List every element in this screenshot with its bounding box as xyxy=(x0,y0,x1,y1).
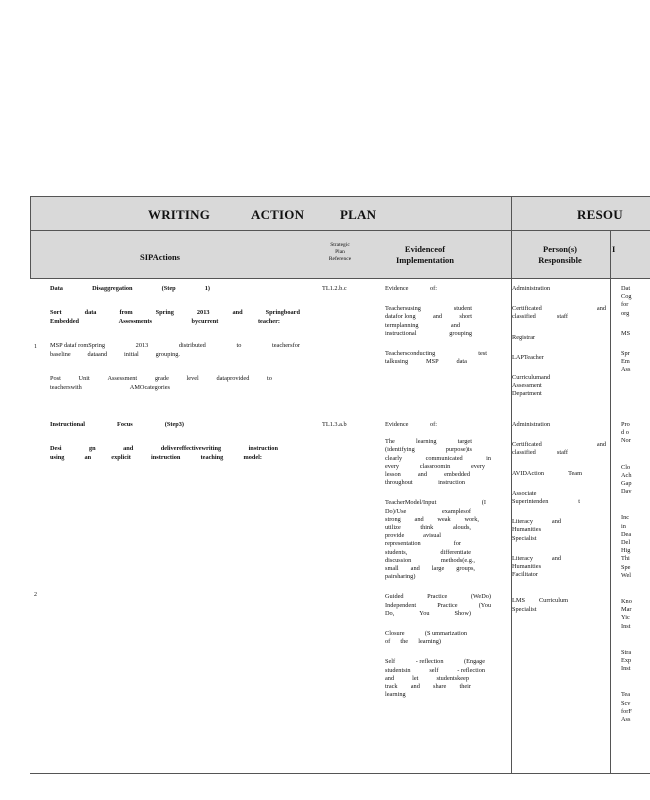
word: classroomin xyxy=(419,462,451,470)
resource-fragment: Del xyxy=(621,539,631,547)
header-strategic-line: Reference xyxy=(328,256,352,262)
row1-line xyxy=(50,342,300,350)
word: Department xyxy=(512,390,542,398)
word: TeacherModel/Input xyxy=(385,499,437,507)
word: Practice xyxy=(427,593,448,601)
person-line xyxy=(512,526,552,534)
row1-resources-column xyxy=(621,285,649,375)
word: clearly xyxy=(385,454,403,462)
word: and xyxy=(414,515,424,523)
row2-resources-column xyxy=(621,421,649,724)
word: of xyxy=(385,638,391,646)
person-line xyxy=(512,571,552,579)
word: classified xyxy=(512,449,536,457)
word: to xyxy=(236,342,242,349)
row1-line xyxy=(50,351,180,359)
header-evidence-line: Evidenceof xyxy=(404,244,446,254)
word: 2013 xyxy=(135,342,149,349)
word: studentsin xyxy=(385,666,411,674)
resource-fragment: Inc xyxy=(621,514,630,522)
row-number: 1 xyxy=(34,344,37,350)
resource-fragment: Dea xyxy=(621,530,632,538)
word: classified xyxy=(512,313,536,321)
word: Spring xyxy=(155,309,174,316)
row1-line xyxy=(50,309,300,317)
evidence-line xyxy=(385,691,409,699)
title-action: ACTION xyxy=(251,207,305,222)
resource-fragment: Spe xyxy=(621,563,631,571)
resource-fragment: d o xyxy=(621,429,629,437)
word: instruction xyxy=(151,454,181,461)
word: learning xyxy=(415,438,437,446)
person-line xyxy=(512,305,606,313)
word: Sort xyxy=(50,309,62,316)
word: to xyxy=(267,375,272,382)
word: Literacy xyxy=(512,554,533,562)
word: Do)/Use xyxy=(385,507,407,515)
word: termplanning xyxy=(385,321,419,329)
person-line xyxy=(512,490,552,498)
word: representation xyxy=(385,540,421,548)
resource-fragment: Em xyxy=(621,358,630,366)
resource-fragment: Mar xyxy=(621,606,632,614)
word: and xyxy=(417,471,427,479)
person-line xyxy=(512,535,552,543)
person-line xyxy=(512,390,568,398)
person-line xyxy=(512,441,606,449)
person-line xyxy=(512,334,552,342)
word: Teachersusing xyxy=(385,305,421,313)
word: their xyxy=(459,683,471,691)
evidence-line xyxy=(385,330,472,338)
word: Post xyxy=(50,375,61,382)
resource-fragment: Wel xyxy=(621,571,631,579)
word: You xyxy=(419,609,430,617)
row1-evidence xyxy=(385,285,487,366)
word: Guided xyxy=(385,593,404,601)
evidence-line xyxy=(385,540,461,548)
word: in xyxy=(486,454,491,462)
word: share xyxy=(433,683,447,691)
rule xyxy=(610,230,611,773)
header-person-responsible xyxy=(515,244,605,266)
header-person-line: Responsible xyxy=(538,255,582,265)
word: self xyxy=(429,666,439,674)
word: AMOcategories xyxy=(129,384,170,391)
word: Independent xyxy=(385,601,417,609)
word: differentiate xyxy=(440,548,471,556)
word: (Step xyxy=(161,285,176,292)
word: and xyxy=(410,683,420,691)
resource-fragment: Ass xyxy=(621,716,631,724)
row1-line xyxy=(50,375,272,383)
word: and xyxy=(596,305,606,313)
word: and xyxy=(432,313,443,321)
word: studentskeep xyxy=(436,674,469,682)
person-line xyxy=(512,606,552,614)
row2-heading xyxy=(50,421,184,429)
header-last-column: I xyxy=(612,244,616,254)
word: provide xyxy=(385,532,405,540)
word: learning) xyxy=(418,638,441,646)
rule xyxy=(30,230,650,231)
header-strategic-line: Strategic xyxy=(330,242,350,248)
word: Facilitator xyxy=(512,571,538,579)
resource-fragment: Thi xyxy=(621,555,630,563)
word: let xyxy=(412,674,419,682)
word: Embedded xyxy=(50,318,80,325)
rule xyxy=(30,278,650,279)
evidence-line xyxy=(385,313,472,321)
word: data xyxy=(84,309,97,316)
word: every xyxy=(385,462,399,470)
title-plan: PLAN xyxy=(340,207,377,222)
word: utilize xyxy=(385,524,401,532)
word: teacherswith xyxy=(50,384,82,391)
rule xyxy=(30,773,650,774)
word: MSP xyxy=(425,358,439,366)
row1-heading xyxy=(50,285,210,293)
word: - reflection xyxy=(415,658,444,666)
row1-strategic-ref: TL1.2.b.c xyxy=(322,285,347,292)
word: Literacy xyxy=(512,518,533,526)
word: explicit xyxy=(111,454,131,461)
header-person-line: Person(s) xyxy=(543,244,577,254)
word: using xyxy=(50,454,65,461)
word: Assessments xyxy=(118,318,152,325)
evidence-line xyxy=(385,499,486,507)
word: LMS xyxy=(512,597,525,605)
word: purpose)is xyxy=(445,446,472,454)
resource-fragment: in xyxy=(621,522,626,530)
word: LAPTeacher xyxy=(512,353,544,361)
word: AVIDAction xyxy=(512,469,545,477)
word: communicated xyxy=(425,454,463,462)
word: instructional xyxy=(385,329,417,337)
evidence-line xyxy=(385,683,471,691)
resource-fragment: Inst xyxy=(621,665,631,673)
word: initial xyxy=(124,351,139,358)
person-line xyxy=(512,449,568,457)
word: of: xyxy=(430,285,437,292)
header-sip-actions: SIPActions xyxy=(140,252,180,262)
word: students, xyxy=(385,548,408,556)
word: work, xyxy=(464,515,479,523)
title-resources: RESOU xyxy=(577,207,623,222)
word: Springboard xyxy=(265,309,300,316)
evidence-line xyxy=(385,463,485,471)
person-line xyxy=(512,555,561,563)
word: learning xyxy=(385,691,406,699)
resource-fragment: forF xyxy=(621,707,632,715)
word: talkusing xyxy=(385,358,409,366)
resource-fragment: Ass xyxy=(621,366,631,374)
evidence-line xyxy=(385,285,437,293)
word: Data xyxy=(50,285,63,292)
person-line xyxy=(512,285,562,293)
resource-fragment: Stra xyxy=(621,648,632,656)
word: staff xyxy=(556,313,568,321)
word: (Engage xyxy=(464,658,485,666)
resource-fragment: for xyxy=(621,301,629,309)
word: Specialist xyxy=(512,605,537,613)
row2-line xyxy=(50,445,278,453)
word: - reflection xyxy=(457,666,485,674)
word: instruction xyxy=(438,479,465,487)
row2-evidence xyxy=(385,421,491,699)
person-line xyxy=(512,313,568,321)
evidence-line xyxy=(385,446,472,454)
word: Certificated xyxy=(512,305,542,313)
word: Assessment xyxy=(107,375,138,382)
word: gn xyxy=(89,445,96,452)
word: model: xyxy=(243,454,262,461)
word: teacher: xyxy=(257,318,280,325)
word: Closure xyxy=(385,630,405,638)
word: The xyxy=(385,438,395,446)
word: and xyxy=(596,441,606,449)
word: Teachersconducting xyxy=(385,350,436,358)
word: bycurrent xyxy=(191,318,219,325)
resource-fragment: MS xyxy=(621,329,631,337)
word: and xyxy=(410,565,420,573)
evidence-line xyxy=(385,471,470,479)
evidence-line xyxy=(385,455,491,463)
evidence-line xyxy=(385,557,475,565)
word: from xyxy=(119,309,133,316)
word: Specialist xyxy=(512,534,537,542)
word: Evidence xyxy=(385,285,409,292)
word: discussion xyxy=(385,556,412,564)
evidence-line xyxy=(385,438,472,446)
resource-fragment: org xyxy=(621,309,630,317)
word: t xyxy=(578,498,580,506)
word: datafor long xyxy=(385,313,416,321)
resource-fragment: Inst xyxy=(621,622,631,630)
word: (S ummarization xyxy=(424,630,467,638)
writing-action-plan-table xyxy=(30,196,650,774)
evidence-line xyxy=(385,593,491,601)
word: student xyxy=(453,305,472,313)
word: think xyxy=(420,524,434,532)
word: for xyxy=(453,540,461,548)
row1-line xyxy=(50,318,280,326)
row2-strategic-ref: TL1.3.a.b xyxy=(322,421,347,428)
word: Disaggregation xyxy=(92,285,133,292)
header-evidence-line: Implementation xyxy=(395,255,455,265)
word: and xyxy=(385,674,395,682)
word: level xyxy=(186,375,199,382)
word: Focus xyxy=(117,421,133,428)
word: baseline xyxy=(50,351,71,358)
evidence-line xyxy=(385,532,441,540)
evidence-line xyxy=(385,305,472,313)
word: staff xyxy=(556,449,568,457)
evidence-line xyxy=(385,565,475,573)
word: weak xyxy=(437,515,451,523)
word: throughout xyxy=(385,479,413,487)
word: of: xyxy=(430,421,437,428)
word: Practice xyxy=(437,601,458,609)
word: instruction xyxy=(248,445,278,452)
person-line xyxy=(512,421,562,429)
word: (I xyxy=(481,499,486,507)
rule xyxy=(30,196,650,197)
word: Unit xyxy=(78,375,90,382)
evidence-line xyxy=(385,516,479,524)
evidence-line xyxy=(385,573,425,581)
evidence-line xyxy=(385,630,467,638)
word: embedded xyxy=(444,471,470,479)
rule xyxy=(30,196,31,278)
word: Team xyxy=(568,469,582,477)
word: delivereffectivewriting xyxy=(160,445,222,452)
evidence-line xyxy=(385,479,465,487)
word: examplesof xyxy=(441,507,471,515)
evidence-line xyxy=(385,675,469,683)
word: small xyxy=(385,565,399,573)
word: Associate xyxy=(512,489,537,497)
word: Humanities xyxy=(512,526,542,534)
resource-fragment: Dav xyxy=(621,488,632,496)
resource-fragment: Kno xyxy=(621,598,632,606)
resource-fragment: Yic xyxy=(621,614,630,622)
word: distributed xyxy=(178,342,206,349)
evidence-line xyxy=(385,508,471,516)
word: methods(e.g., xyxy=(440,556,475,564)
word: (Step3) xyxy=(164,421,184,428)
word: grouping xyxy=(449,329,472,337)
word: Curriculum xyxy=(538,597,568,605)
row2-persons xyxy=(512,421,606,614)
evidence-line xyxy=(385,549,471,557)
evidence-line xyxy=(385,322,460,330)
person-line xyxy=(512,470,582,478)
word: target xyxy=(457,438,472,446)
word: short xyxy=(459,313,472,321)
word: alouds, xyxy=(452,524,471,532)
word: and xyxy=(450,321,460,329)
person-line xyxy=(512,563,552,571)
resource-fragment: Dat xyxy=(621,285,631,292)
header-evidence xyxy=(385,244,465,266)
word: Superintenden xyxy=(512,498,549,506)
word: groups, xyxy=(456,565,475,573)
word: dataand xyxy=(87,351,108,358)
word: data xyxy=(456,358,467,366)
rule xyxy=(511,196,512,230)
word: test xyxy=(478,350,487,358)
word: grouping. xyxy=(155,351,180,358)
evidence-line xyxy=(385,524,471,532)
person-line xyxy=(512,382,568,390)
word: Registrar xyxy=(512,333,536,341)
evidence-line xyxy=(385,421,437,429)
word: Curriculumand xyxy=(512,374,551,382)
word: Assessment xyxy=(512,382,542,390)
word: MSP dataf romSpring xyxy=(50,342,106,349)
word: every xyxy=(471,462,485,470)
evidence-line xyxy=(385,610,471,618)
word: large xyxy=(431,565,445,573)
word: teaching xyxy=(200,454,224,461)
word: dataprovided xyxy=(216,375,250,382)
title-writing: WRITING xyxy=(148,207,211,222)
word: Certificated xyxy=(512,441,542,449)
resource-fragment: Nor xyxy=(621,437,631,445)
person-line xyxy=(512,354,552,362)
word: Do, xyxy=(385,609,395,617)
evidence-line xyxy=(385,350,487,358)
resource-fragment: Scv xyxy=(621,699,631,707)
word: Instructional xyxy=(50,421,85,428)
resource-fragment: Tea xyxy=(621,691,630,699)
evidence-line xyxy=(385,658,485,666)
word: Desi xyxy=(50,445,62,452)
word: pairsharing) xyxy=(385,573,416,581)
resource-fragment: Exp xyxy=(621,657,632,665)
word: 1) xyxy=(204,285,210,292)
word: avisual xyxy=(423,532,441,540)
resource-fragment: Hig xyxy=(621,547,631,555)
person-line xyxy=(512,374,568,382)
row1-persons xyxy=(512,285,606,399)
word: Evidence xyxy=(385,421,409,428)
resource-fragment: Cog xyxy=(621,293,632,301)
word: 2013 xyxy=(196,309,210,316)
evidence-line xyxy=(385,667,485,675)
word: Humanities xyxy=(512,563,542,571)
row1-line xyxy=(50,384,170,392)
word: Administration xyxy=(512,421,551,428)
person-line xyxy=(512,597,568,605)
word: and xyxy=(551,518,561,526)
word: (You xyxy=(478,601,491,609)
person-line xyxy=(512,518,561,526)
resource-fragment: Spr xyxy=(621,350,630,358)
word: (WeDo) xyxy=(470,593,491,601)
word: Show) xyxy=(454,609,471,617)
person-line xyxy=(512,498,580,506)
word: Self xyxy=(385,658,396,666)
word: and xyxy=(551,554,561,562)
header-strategic-plan-reference xyxy=(320,242,360,263)
word: grade xyxy=(154,375,169,382)
resource-fragment: Pro xyxy=(621,421,630,428)
evidence-line xyxy=(385,638,441,646)
word: strong xyxy=(385,515,401,523)
word: an xyxy=(84,454,92,461)
word: (identifying xyxy=(385,446,415,454)
word: and xyxy=(123,445,134,452)
word: track xyxy=(385,683,398,691)
row2-line xyxy=(50,454,262,462)
word: Administration xyxy=(512,285,551,292)
evidence-line xyxy=(385,358,467,366)
resource-fragment: Gap xyxy=(621,480,632,488)
word: the xyxy=(400,638,409,646)
evidence-line xyxy=(385,602,491,610)
resource-fragment: Ach xyxy=(621,471,632,479)
word: lesson xyxy=(385,471,401,479)
word: teachersfor xyxy=(271,342,300,349)
resource-fragment: Clo xyxy=(621,463,631,471)
row-number: 2 xyxy=(34,592,37,598)
word: and xyxy=(232,309,243,316)
header-strategic-line: Plan xyxy=(335,249,345,255)
